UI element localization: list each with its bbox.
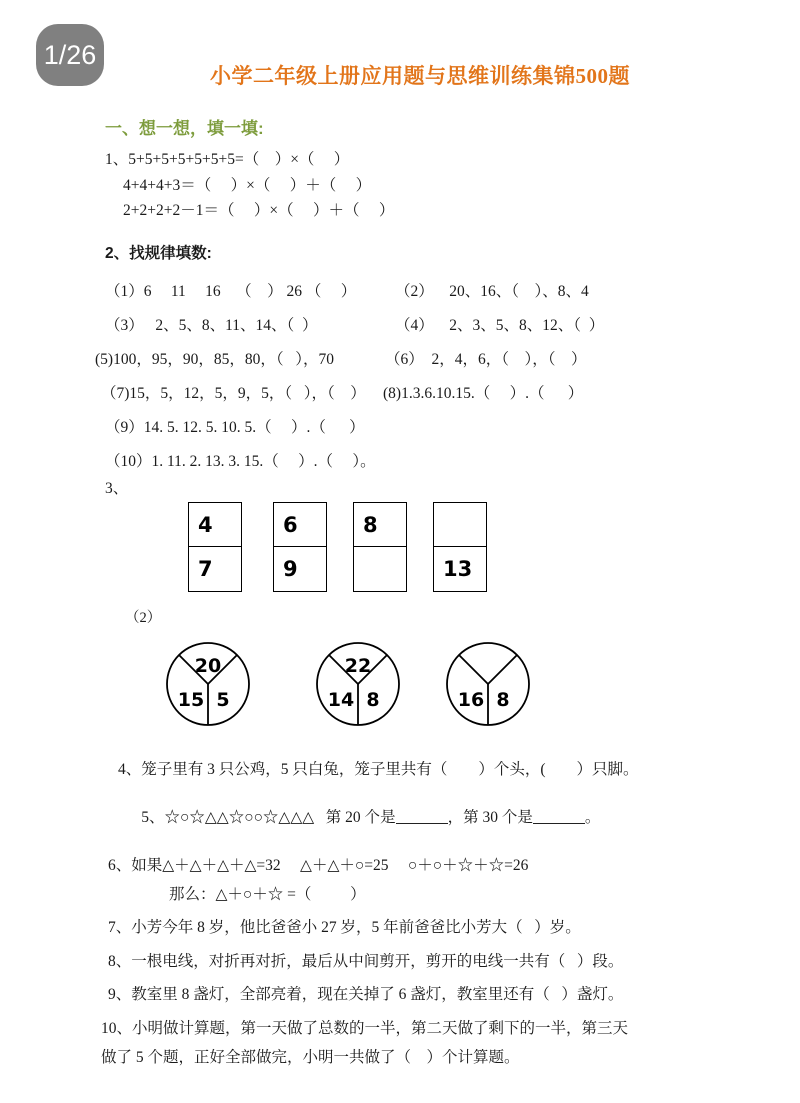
sector-circle-graphic bbox=[445, 641, 531, 727]
question-8 bbox=[105, 954, 800, 970]
question-2-row-3-left: (5)100，95，90，85，80，（ ），70 bbox=[95, 350, 334, 368]
question-2-row-5-left: （9）14. 5. 12. 5. 10. 5.（ ）.（ ） bbox=[105, 418, 365, 436]
question-5-mid: ，第 30 个是 bbox=[447, 809, 533, 826]
domino-box bbox=[188, 502, 242, 592]
domino-top-cell: 8 bbox=[354, 503, 406, 547]
page-title: 小学二年级上册应用题与思维训练集锦500题 bbox=[210, 64, 630, 88]
question-1-line-1: 1、5+5+5+5+5+5+5=（ ）×（ ） bbox=[105, 151, 350, 168]
question-2-heading: 2、找规律填数: bbox=[105, 244, 212, 262]
question-2-row-4-right: (8)1.3.6.10.15.（ ）.（ ） bbox=[383, 384, 584, 402]
question-1-line-3: 2+2+2+2－1＝（ ）×（ ）＋（ ） bbox=[123, 202, 395, 219]
question-10-line-1: 10、小明做计算题，第一天做了总数的一半，第二天做了剩下的一半，第三天 bbox=[101, 1019, 629, 1037]
question-2-row-2-left: （3） 2、5、8、11、14、（ ） bbox=[105, 316, 318, 334]
question-2-row-4-left: （7)15，5，12，5，9，5，（ ），（ ） bbox=[101, 384, 366, 402]
question-2-row bbox=[95, 347, 800, 369]
question-6-line-1: 6、如果△＋△＋△＋△=32 △＋△＋○=25 ○＋○＋☆＋☆=26 bbox=[108, 857, 529, 874]
question-3-sub-label: （2） bbox=[125, 610, 162, 626]
domino-box bbox=[273, 502, 327, 592]
question-2-row bbox=[105, 449, 800, 471]
question-2-row-1-right: （2） 20、16、（ ）、8、4 bbox=[395, 282, 589, 300]
question-10 bbox=[101, 1019, 800, 1066]
circle-top-value: 22 bbox=[344, 655, 372, 677]
domino-bottom-cell: 9 bbox=[283, 557, 298, 581]
domino-box bbox=[353, 502, 407, 592]
question-3 bbox=[105, 481, 800, 747]
sector-circle bbox=[165, 641, 251, 727]
question-10-line-2: 做了 5 个题，正好全部做完，小明一共做了（ ）个计算题。 bbox=[101, 1049, 520, 1066]
question-1-line-2: 4+4+4+3＝（ ）×（ ）＋（ ） bbox=[123, 176, 372, 194]
circle-right-value: 8 bbox=[366, 689, 380, 711]
section-heading-one: 一、想一想，填一填: bbox=[105, 119, 264, 138]
sector-circle-graphic bbox=[165, 641, 251, 727]
question-2-row bbox=[105, 415, 800, 437]
question-4-text: 4、笼子里有 3 只公鸡，5 只白兔，笼子里共有（ ）个头，( ）只脚。 bbox=[118, 761, 639, 778]
question-9 bbox=[105, 987, 800, 1003]
question-5-suffix: 。 bbox=[584, 809, 601, 826]
domino-top-cell bbox=[434, 503, 486, 547]
question-5-prefix: 5、☆○☆△△☆○○☆△△△ 第 20 个是 bbox=[141, 809, 396, 826]
domino-box bbox=[433, 502, 487, 592]
question-2-row-1-left: （1）6 11 16 （ ） 26 （ ） bbox=[105, 282, 357, 300]
answer-blank-1[interactable] bbox=[396, 809, 448, 824]
question-2-row-6-left: （10）1. 11. 2. 13. 3. 15.（ ）.（ ）。 bbox=[105, 452, 376, 470]
question-2-row-2-right: （4） 2、3、5、8、12、（ ） bbox=[395, 316, 605, 334]
circle-right-value: 8 bbox=[496, 689, 510, 711]
domino-top-cell: 4 bbox=[189, 503, 241, 547]
question-6-line-2: 那么：△＋○＋☆ =（ ） bbox=[169, 885, 366, 903]
question-7 bbox=[105, 920, 800, 936]
circle-group bbox=[105, 641, 800, 746]
sector-circle bbox=[445, 641, 531, 727]
question-8-text: 8、一根电线，对折再对折，最后从中间剪开，剪开的电线一共有（ ）段。 bbox=[108, 952, 624, 970]
circle-left-value: 16 bbox=[457, 689, 485, 711]
question-2-row-3-right: （6） 2，4，6，（ ），（ ） bbox=[385, 350, 587, 368]
question-9-text: 9、教室里 8 盏灯，全部亮着，现在关掉了 6 盏灯，教室里还有（ ）盏灯。 bbox=[108, 986, 624, 1003]
question-1 bbox=[105, 152, 800, 219]
domino-bottom-cell bbox=[354, 547, 406, 591]
question-7-text: 7、小芳今年 8 岁，他比爸爸小 27 岁，5 年前爸爸比小芳大（ ）岁。 bbox=[108, 919, 581, 936]
domino-group bbox=[105, 502, 800, 612]
sector-circle bbox=[315, 641, 401, 727]
page-number-badge bbox=[36, 24, 104, 86]
sector-circle-graphic bbox=[315, 641, 401, 727]
answer-blank-2[interactable] bbox=[533, 809, 585, 824]
circle-top-value: 20 bbox=[194, 655, 222, 677]
question-2-row bbox=[105, 279, 800, 301]
question-2-row bbox=[101, 381, 800, 403]
question-2 bbox=[95, 241, 800, 471]
question-3-number: 3、 bbox=[105, 479, 129, 497]
domino-bottom-cell: 7 bbox=[198, 557, 213, 581]
question-6 bbox=[105, 858, 800, 902]
question-5 bbox=[105, 794, 800, 842]
circle-right-value: 5 bbox=[216, 689, 230, 711]
domino-top-cell: 6 bbox=[274, 503, 326, 547]
question-2-row bbox=[105, 313, 800, 335]
circle-left-value: 14 bbox=[327, 689, 355, 711]
circle-left-value: 15 bbox=[177, 689, 205, 711]
question-4 bbox=[105, 762, 800, 778]
domino-bottom-cell: 13 bbox=[443, 557, 473, 581]
page-number-label: 1/26 bbox=[43, 39, 97, 70]
